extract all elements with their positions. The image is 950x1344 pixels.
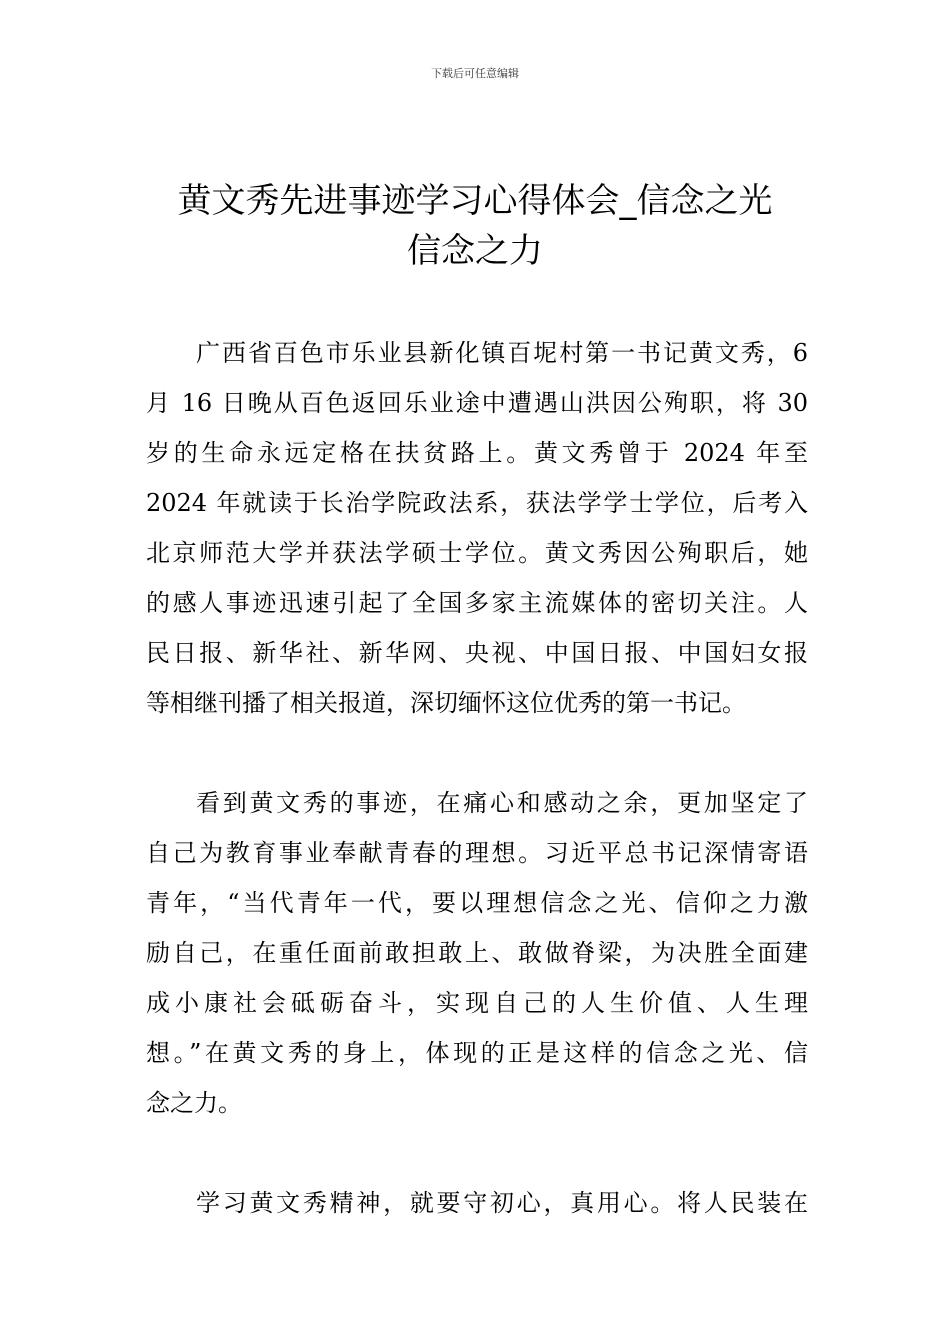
download-note: 下载后可任意编辑 — [431, 67, 519, 80]
paragraph-line: 自己为教育事业奉献青春的理想。习近平总书记深情寄语 — [146, 839, 808, 867]
paragraph-line: 青年，“当代青年一代，要以理想信念之光、信仰之力激 — [146, 889, 808, 917]
title-line-1: 黄文秀先进事迹学习心得体会_信念之光 — [177, 181, 773, 221]
paragraph-line: 2024 年就读于长治学院政法系，获法学学士学位，后考入 — [146, 489, 808, 517]
paragraph-line: 等相继刊播了相关报道，深切缅怀这位优秀的第一书记。 — [146, 689, 746, 717]
paragraph-line: 民日报、新华社、新华网、央视、中国日报、中国妇女报 — [146, 639, 808, 667]
paragraph-line: 月 16 日晚从百色返回乐业途中遭遇山洪因公殉职，将 30 — [146, 389, 808, 417]
paragraph-line: 成小康社会砥砺奋斗，实现自己的人生价值、人生理 — [146, 989, 808, 1017]
paragraph-line: 励自己，在重任面前敢担敢上、敢做脊梁，为决胜全面建 — [146, 939, 808, 967]
paragraph-line: 北京师范大学并获法学硕士学位。黄文秀因公殉职后，她 — [146, 539, 808, 567]
paragraph-1 — [146, 328, 808, 728]
paragraph-line: 看到黄文秀的事迹，在痛心和感动之余，更加坚定了 — [196, 789, 808, 817]
paragraph-line: 岁的生命永远定格在扶贫路上。黄文秀曾于 2024 年至 — [146, 439, 808, 467]
title-line-2: 信念之力 — [407, 231, 543, 271]
paragraph-line: 学习黄文秀精神，就要守初心，真用心。将人民装在 — [196, 1189, 808, 1217]
paragraph-2 — [146, 778, 808, 1128]
paragraph-3 — [146, 1178, 808, 1228]
paragraph-line: 想。”在黄文秀的身上，体现的正是这样的信念之光、信 — [146, 1039, 808, 1067]
paragraph-line: 广西省百色市乐业县新化镇百坭村第一书记黄文秀，6 — [196, 339, 808, 367]
paragraph-line: 念之力。 — [146, 1089, 242, 1117]
document-title — [100, 176, 850, 276]
paragraph-line: 的感人事迹迅速引起了全国多家主流媒体的密切关注。人 — [146, 589, 808, 617]
